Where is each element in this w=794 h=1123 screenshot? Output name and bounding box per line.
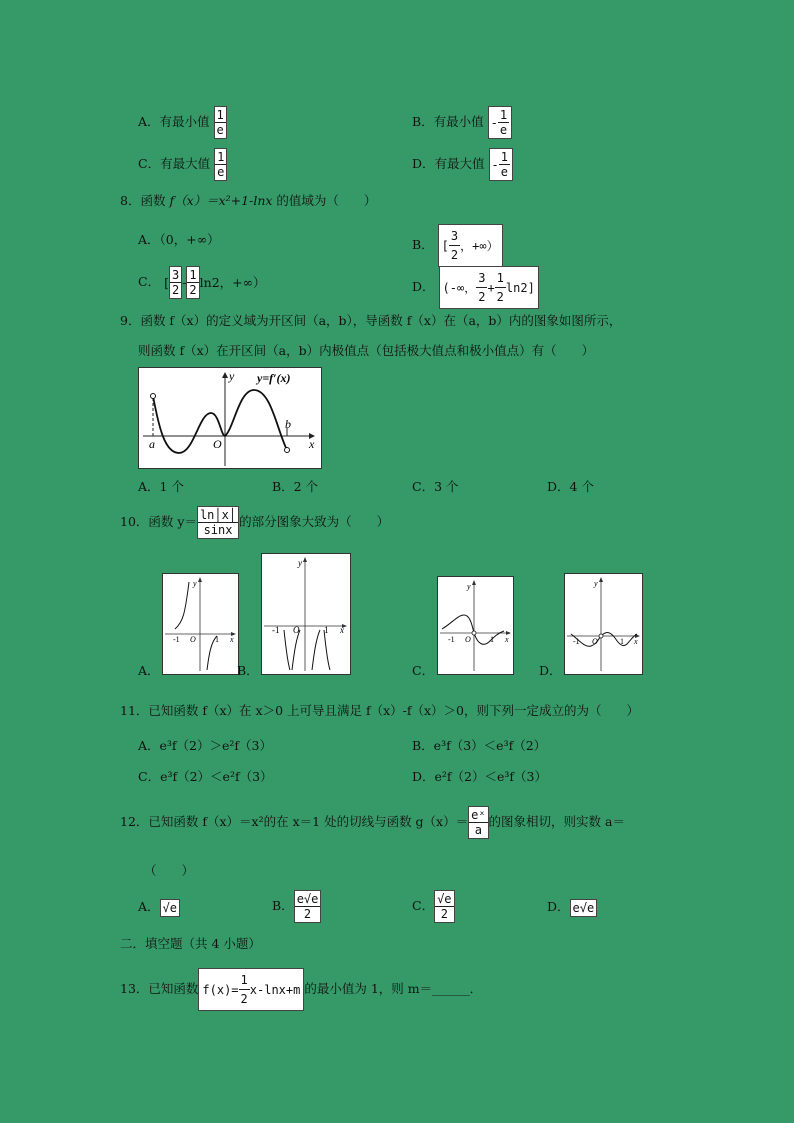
q7-option-c: C．有最大值 $\frac{1}{e}$ — [138, 148, 227, 181]
svg-text:y: y — [298, 558, 302, 568]
y-axis-arrow — [222, 372, 228, 378]
q10-graph-b — [261, 553, 351, 675]
svg-text:y: y — [467, 582, 471, 591]
q10-stem: 10．函数 y＝ $\frac{\ln│x│}{\sin x}$ 的部分图象大致为（ ） — [120, 508, 390, 537]
q8-option-a: A．（0，+∞） — [138, 232, 220, 247]
q11-option-b: B．e³f（3）＜e³f（2） — [412, 738, 547, 753]
q10-graph-a — [162, 573, 239, 675]
q10-fraction: $\frac{\ln│x│}{\sin x}$ — [197, 506, 239, 539]
svg-text:y: y — [193, 579, 197, 588]
svg-text:O: O — [293, 625, 300, 635]
q12-stem: 12．已知函数 f（x）＝x²的在 x＝1 处的切线与函数 g（x）＝ $\frac{\text{eˣ}}{a}$ 的图象相切，则实数 a＝ — [120, 808, 625, 837]
q12-fraction: $\frac{\text{eˣ}}{a}$ — [468, 806, 488, 839]
q10-graph-d — [564, 573, 643, 675]
graph-title: y=f′(x) — [257, 371, 291, 385]
q9-derivative-graph — [138, 367, 322, 469]
right-endpoint — [285, 448, 290, 453]
svg-text:1: 1 — [620, 637, 624, 646]
svg-text:O: O — [465, 635, 471, 644]
svg-text:1: 1 — [215, 635, 219, 644]
q11-option-c: C．e³f（2）＜e²f（3） — [138, 769, 273, 784]
q13-stem: 13．已知函数 f(x)= $\frac{1}{2}$ x-lnx+m 的最小值为 1，则 m＝______． — [120, 968, 482, 1011]
q11-option-a: A．e³f（2）＞e²f（3） — [138, 738, 273, 753]
q12-option-d: D． e√e — [547, 898, 597, 917]
q8-d-expression: (-∞， $\frac{3}{2}$ + $\frac{1}{2}$ ln2] — [439, 266, 539, 309]
q8-b-expression: [ $\frac{3}{2}$ ，+∞） — [438, 224, 503, 267]
b-label: b — [285, 417, 291, 431]
q8-stem: 8．函数 f（x）＝x²+1-lnx 的值域为（ ） — [120, 193, 377, 208]
q11-stem: 11．已知函数 f（x）在 x＞0 上可导且满足 f（x）-f（x）＞0，则下列一定成立的为（ ） — [120, 703, 640, 718]
a-label: a — [149, 437, 155, 451]
q10-option-a: A． — [138, 663, 160, 678]
q8-option-c: C． [ $\frac{3}{2}$ - $\frac{1}{2}$ ln2，+∞） — [138, 268, 266, 297]
q12-option-b: B． $\frac{e√e}{2}$ — [272, 890, 321, 923]
q9-option-b: B．2 个 — [272, 479, 319, 494]
section-heading-fill-in: 二．填空题（共 4 小题） — [120, 936, 261, 951]
svg-text:O: O — [190, 635, 196, 644]
svg-text:-1: -1 — [272, 625, 280, 635]
svg-text:x: x — [340, 625, 344, 635]
q7-d-fraction: - $\frac{1}{e}$ — [489, 148, 513, 181]
q7-c-fraction: $\frac{1}{e}$ — [214, 148, 227, 181]
q10-graph-c — [437, 576, 514, 675]
q12-option-c: C． $\frac{√e}{2}$ — [412, 890, 455, 923]
q10-option-b: B． — [237, 663, 259, 678]
q11-option-d: D．e²f（2）＜e³f（3） — [412, 769, 547, 784]
q10-option-c: C． — [412, 663, 435, 678]
q7-option-a: A．有最小值 $\frac{1}{e}$ — [138, 106, 227, 139]
q8-option-b: B． [ $\frac{3}{2}$ ，+∞） — [412, 224, 503, 267]
q9-stem-line2: 则函数 f（x）在开区间（a，b）内极值点（包括极大值点和极小值点）有（ ） — [138, 343, 595, 358]
q8-option-d: D． (-∞， $\frac{3}{2}$ + $\frac{1}{2}$ ln2] — [412, 266, 539, 309]
x-label: x — [309, 437, 315, 451]
q7-b-fraction: - $\frac{1}{e}$ — [488, 106, 512, 139]
q8-c-expression: [ $\frac{3}{2}$ - $\frac{1}{2}$ ln2，+∞） — [164, 268, 266, 297]
svg-text:1: 1 — [490, 635, 494, 644]
svg-text:-1: -1 — [173, 635, 180, 644]
q9-graph-svg — [139, 368, 321, 468]
left-endpoint — [151, 394, 156, 399]
q10-option-d: D． — [539, 663, 562, 678]
q7-option-d: D．有最大值 - $\frac{1}{e}$ — [412, 148, 513, 181]
q9-option-d: D．4 个 — [547, 479, 594, 494]
q12-option-a: A． √e — [138, 898, 180, 917]
svg-text:x: x — [634, 637, 638, 646]
svg-text:x: x — [505, 635, 509, 644]
q13-function: f(x)= $\frac{1}{2}$ x-lnx+m — [198, 968, 304, 1011]
svg-text:-1: -1 — [573, 637, 580, 646]
origin-label: O — [213, 437, 222, 451]
q12-answer-paren: （ ） — [144, 863, 195, 878]
q9-option-a: A．1 个 — [138, 479, 184, 494]
q9-option-c: C．3 个 — [412, 479, 459, 494]
svg-text:x: x — [230, 635, 234, 644]
svg-text:O: O — [592, 637, 598, 646]
svg-text:y: y — [594, 579, 598, 588]
q7-option-b: B．有最小值 - $\frac{1}{e}$ — [412, 106, 512, 139]
svg-text:-1: -1 — [448, 635, 455, 644]
svg-text:1: 1 — [324, 625, 329, 635]
q7-a-fraction: $\frac{1}{e}$ — [214, 106, 227, 139]
q9-stem-line1: 9．函数 f（x）的定义域为开区间（a，b），导函数 f（x）在（a，b）内的图象如图所示， — [120, 313, 622, 328]
y-label: y — [229, 369, 235, 383]
